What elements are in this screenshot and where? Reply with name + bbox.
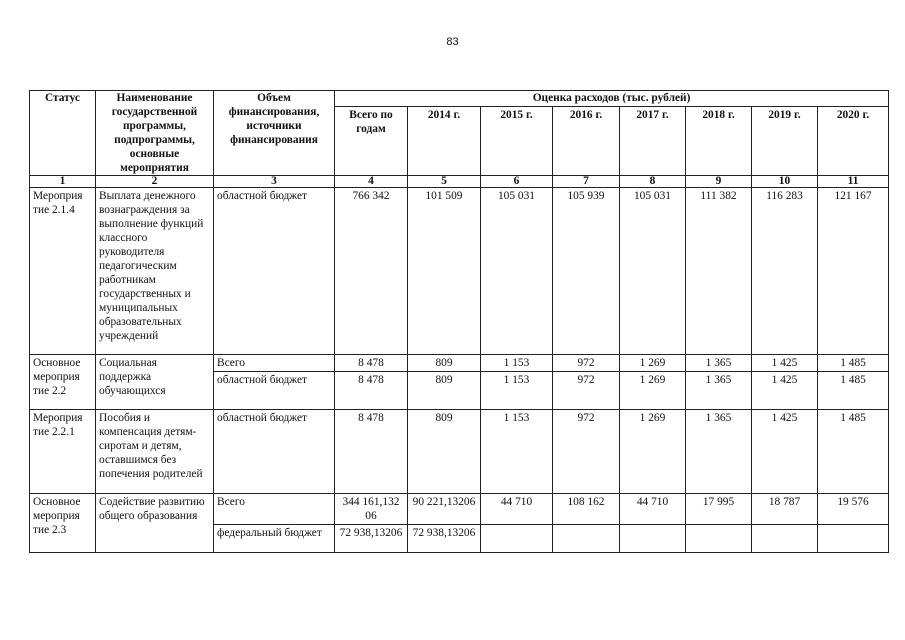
column-number: 9 bbox=[686, 176, 752, 188]
cell-value: 1 365 bbox=[686, 372, 752, 410]
cell-value: 121 167 bbox=[818, 188, 889, 355]
header-year: 2018 г. bbox=[686, 106, 752, 175]
cell-value bbox=[620, 525, 686, 553]
cell-value: 1 269 bbox=[620, 372, 686, 410]
header-cost-group: Оценка расходов (тыс. рублей) bbox=[335, 91, 889, 107]
cell-value bbox=[752, 525, 818, 553]
cell-value: 108 162 bbox=[553, 494, 620, 525]
header-financing: Объем финансирования, источники финансирования bbox=[214, 91, 335, 176]
column-number: 10 bbox=[752, 176, 818, 188]
row-status: Основное мероприя тие 2.2 bbox=[30, 355, 96, 410]
budget-table bbox=[29, 90, 889, 553]
row-source: областной бюджет bbox=[214, 372, 335, 410]
row-name: Социальная поддержка обучающихся bbox=[96, 355, 214, 410]
cell-value: 1 153 bbox=[481, 410, 553, 494]
header-year: 2014 г. bbox=[408, 106, 481, 175]
row-status: Мероприя тие 2.1.4 bbox=[30, 188, 96, 355]
cell-value: 972 bbox=[553, 355, 620, 372]
cell-value: 19 576 bbox=[818, 494, 889, 525]
header-year: 2017 г. bbox=[620, 106, 686, 175]
cell-total: 766 342 bbox=[335, 188, 408, 355]
cell-value: 72 938,13206 bbox=[408, 525, 481, 553]
column-number: 2 bbox=[96, 176, 214, 188]
cell-value: 18 787 bbox=[752, 494, 818, 525]
cell-value: 1 269 bbox=[620, 355, 686, 372]
row-status: Основное мероприя тие 2.3 bbox=[30, 494, 96, 553]
row-status: Мероприя тие 2.2.1 bbox=[30, 410, 96, 494]
row-source: областной бюджет bbox=[214, 188, 335, 355]
page-number: 83 bbox=[446, 36, 459, 48]
cell-value: 1 485 bbox=[818, 372, 889, 410]
cell-value: 105 031 bbox=[481, 188, 553, 355]
cell-value: 809 bbox=[408, 372, 481, 410]
column-number: 8 bbox=[620, 176, 686, 188]
cell-value: 1 425 bbox=[752, 372, 818, 410]
cell-total: 72 938,13206 bbox=[335, 525, 408, 553]
cell-value: 1 365 bbox=[686, 410, 752, 494]
header-total: Всего по годам bbox=[335, 106, 408, 175]
table-row bbox=[30, 188, 889, 355]
cell-value bbox=[818, 525, 889, 553]
row-source: Всего bbox=[214, 494, 335, 525]
cell-value: 1 153 bbox=[481, 355, 553, 372]
column-number: 5 bbox=[408, 176, 481, 188]
cell-value bbox=[686, 525, 752, 553]
cell-value: 809 bbox=[408, 355, 481, 372]
row-name: Содействие развитию общего образования bbox=[96, 494, 214, 553]
cell-value: 1 485 bbox=[818, 410, 889, 494]
row-name: Выплата денежного вознаграждения за выполнение функций классного руководителя педагогическим работникам государственных и муниципальных образовательных учреждений bbox=[96, 188, 214, 355]
column-number: 11 bbox=[818, 176, 889, 188]
column-number: 6 bbox=[481, 176, 553, 188]
cell-value: 44 710 bbox=[620, 494, 686, 525]
cell-value: 17 995 bbox=[686, 494, 752, 525]
row-source: федеральный бюджет bbox=[214, 525, 335, 553]
header-name: Наименование государственной программы, подпрограммы, основные мероприятия bbox=[96, 91, 214, 176]
cell-value: 111 382 bbox=[686, 188, 752, 355]
cell-value: 105 031 bbox=[620, 188, 686, 355]
table-row bbox=[30, 410, 889, 494]
cell-value: 1 365 bbox=[686, 355, 752, 372]
cell-value bbox=[553, 525, 620, 553]
header-status: Статус bbox=[30, 91, 96, 176]
cell-value: 972 bbox=[553, 372, 620, 410]
cell-value: 116 283 bbox=[752, 188, 818, 355]
cell-total: 8 478 bbox=[335, 410, 408, 494]
cell-value: 1 425 bbox=[752, 355, 818, 372]
cell-value: 105 939 bbox=[553, 188, 620, 355]
cell-total: 8 478 bbox=[335, 355, 408, 372]
cell-value bbox=[481, 525, 553, 553]
column-number: 7 bbox=[553, 176, 620, 188]
column-number: 3 bbox=[214, 176, 335, 188]
header-year: 2019 г. bbox=[752, 106, 818, 175]
table-row bbox=[30, 494, 889, 525]
cell-total: 344 161,132 06 bbox=[335, 494, 408, 525]
header-year: 2015 г. bbox=[481, 106, 553, 175]
column-number: 4 bbox=[335, 176, 408, 188]
row-name: Пособия и компенсация детям-сиротам и детям, оставшимся без попечения родителей bbox=[96, 410, 214, 494]
header-year: 2016 г. bbox=[553, 106, 620, 175]
cell-value: 809 bbox=[408, 410, 481, 494]
cell-value: 1 425 bbox=[752, 410, 818, 494]
table-row bbox=[30, 355, 889, 372]
row-source: Всего bbox=[214, 355, 335, 372]
cell-value: 44 710 bbox=[481, 494, 553, 525]
cell-value: 1 485 bbox=[818, 355, 889, 372]
cell-value: 972 bbox=[553, 410, 620, 494]
cell-value: 1 153 bbox=[481, 372, 553, 410]
header-year: 2020 г. bbox=[818, 106, 889, 175]
cell-total: 8 478 bbox=[335, 372, 408, 410]
row-source: областной бюджет bbox=[214, 410, 335, 494]
cell-value: 90 221,13206 bbox=[408, 494, 481, 525]
column-number: 1 bbox=[30, 176, 96, 188]
cell-value: 101 509 bbox=[408, 188, 481, 355]
cell-value: 1 269 bbox=[620, 410, 686, 494]
